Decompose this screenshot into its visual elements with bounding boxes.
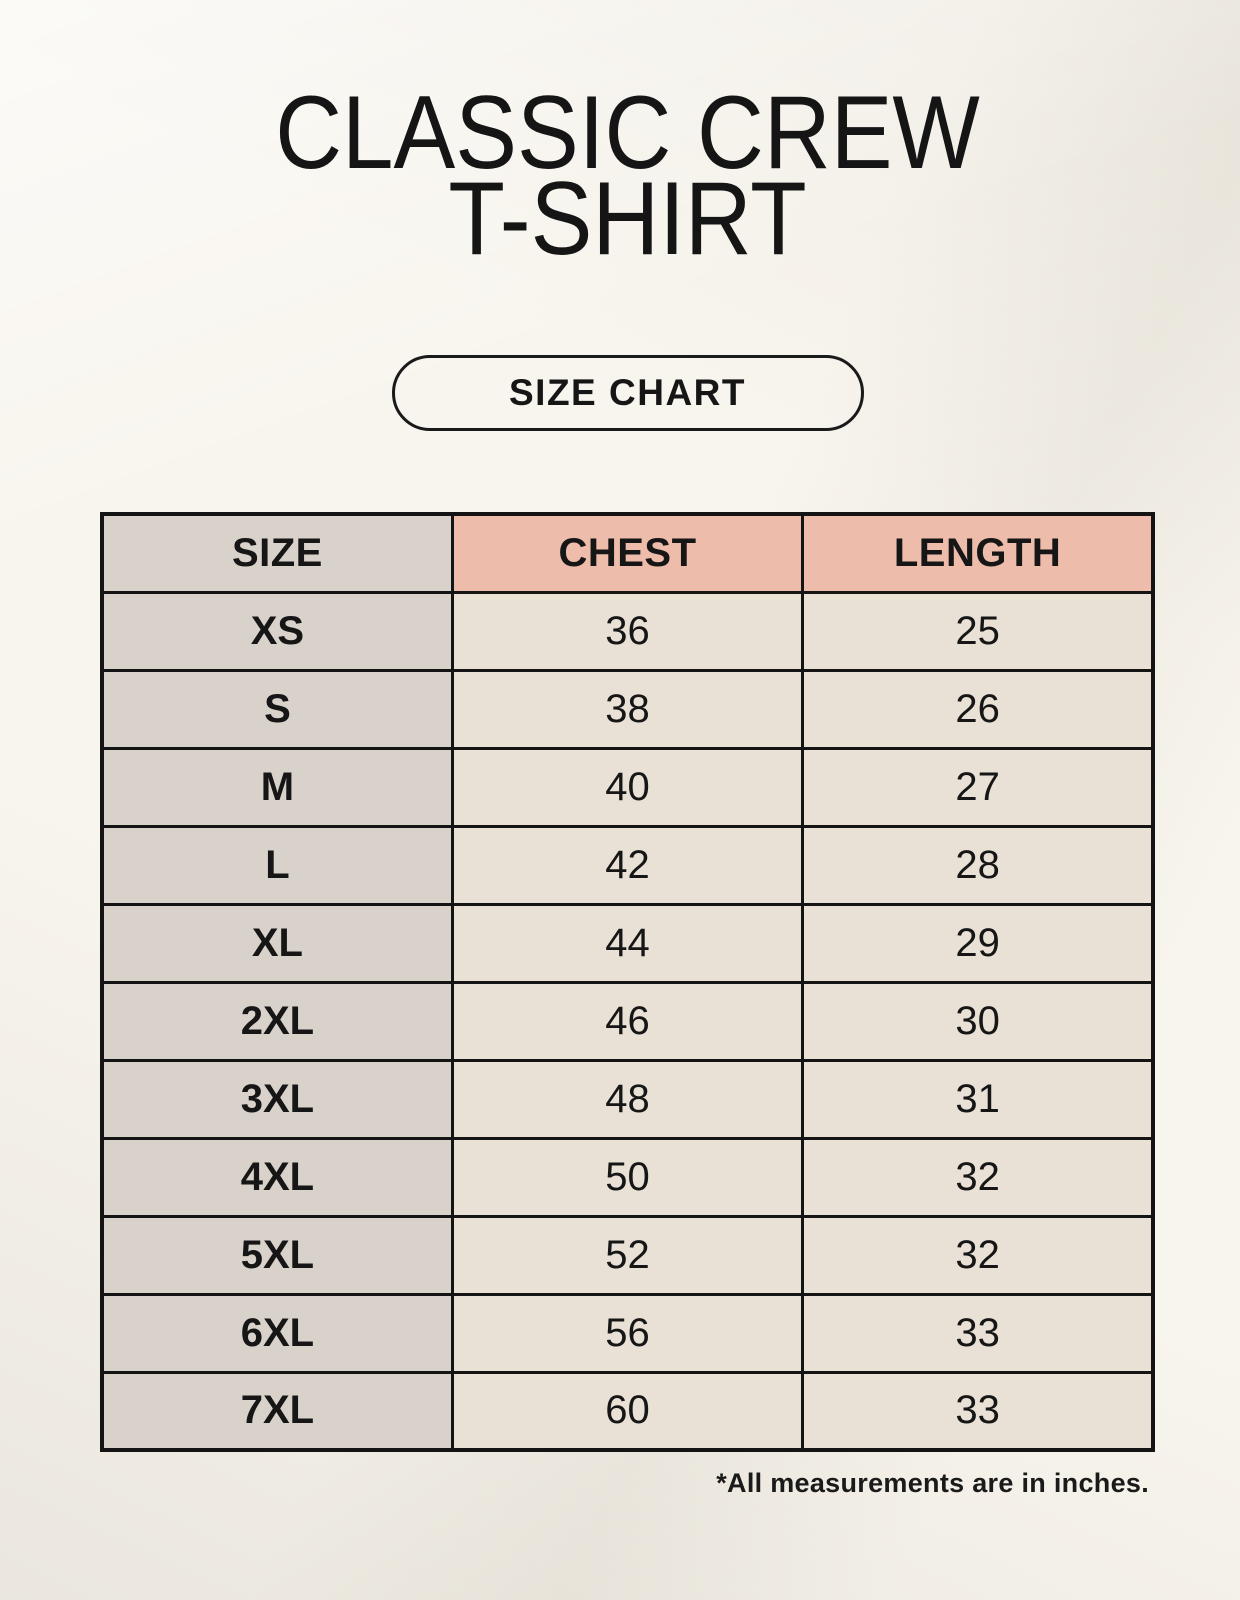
chest-value-cell: 38 — [452, 670, 802, 748]
length-value-cell: 30 — [803, 982, 1153, 1060]
chest-value-cell: 36 — [452, 592, 802, 670]
chest-value-cell: 50 — [452, 1138, 802, 1216]
table-row — [102, 982, 1153, 1060]
chest-value-cell: 40 — [452, 748, 802, 826]
size-chart-button[interactable] — [392, 355, 864, 431]
table-row — [102, 748, 1153, 826]
header-row — [102, 514, 1153, 592]
size-chart-table-header — [102, 514, 1153, 592]
length-value-cell: 26 — [803, 670, 1153, 748]
length-value-cell: 25 — [803, 592, 1153, 670]
length-value-cell: 32 — [803, 1216, 1153, 1294]
size-chart-table — [100, 512, 1155, 1452]
length-value-cell: 33 — [803, 1294, 1153, 1372]
table-row — [102, 1138, 1153, 1216]
size-label-cell: 2XL — [102, 982, 452, 1060]
table-row — [102, 826, 1153, 904]
table-row — [102, 1060, 1153, 1138]
chest-value-cell: 56 — [452, 1294, 802, 1372]
page-title-line2: T-SHIRT — [448, 161, 807, 277]
size-label-cell: 3XL — [102, 1060, 452, 1138]
chest-value-cell: 44 — [452, 904, 802, 982]
length-value-cell: 32 — [803, 1138, 1153, 1216]
page-title-line1: CLASSIC CREW — [275, 75, 980, 191]
length-value-cell: 33 — [803, 1372, 1153, 1450]
column-header-size: SIZE — [102, 514, 452, 592]
table-row — [102, 1294, 1153, 1372]
size-chart-table-body — [102, 592, 1153, 1450]
size-label-cell: XL — [102, 904, 452, 982]
size-label-cell: XS — [102, 592, 452, 670]
chest-value-cell: 42 — [452, 826, 802, 904]
chest-value-cell: 60 — [452, 1372, 802, 1450]
size-chart-button-label: SIZE CHART — [509, 372, 746, 413]
content-column — [100, 0, 1155, 1499]
chest-value-cell: 46 — [452, 982, 802, 1060]
size-label-cell: M — [102, 748, 452, 826]
column-header-chest: CHEST — [452, 514, 802, 592]
table-row — [102, 592, 1153, 670]
table-row — [102, 1372, 1153, 1450]
length-value-cell: 28 — [803, 826, 1153, 904]
size-label-cell: 6XL — [102, 1294, 452, 1372]
measurements-footnote: *All measurements are in inches. — [716, 1468, 1149, 1498]
length-value-cell: 31 — [803, 1060, 1153, 1138]
table-row — [102, 670, 1153, 748]
length-value-cell: 29 — [803, 904, 1153, 982]
size-label-cell: 7XL — [102, 1372, 452, 1450]
size-label-cell: L — [102, 826, 452, 904]
column-header-length: LENGTH — [803, 514, 1153, 592]
table-row — [102, 1216, 1153, 1294]
length-value-cell: 27 — [803, 748, 1153, 826]
chest-value-cell: 48 — [452, 1060, 802, 1138]
size-label-cell: S — [102, 670, 452, 748]
size-label-cell: 4XL — [102, 1138, 452, 1216]
size-label-cell: 5XL — [102, 1216, 452, 1294]
page-title — [158, 75, 1097, 277]
chest-value-cell: 52 — [452, 1216, 802, 1294]
table-row — [102, 904, 1153, 982]
